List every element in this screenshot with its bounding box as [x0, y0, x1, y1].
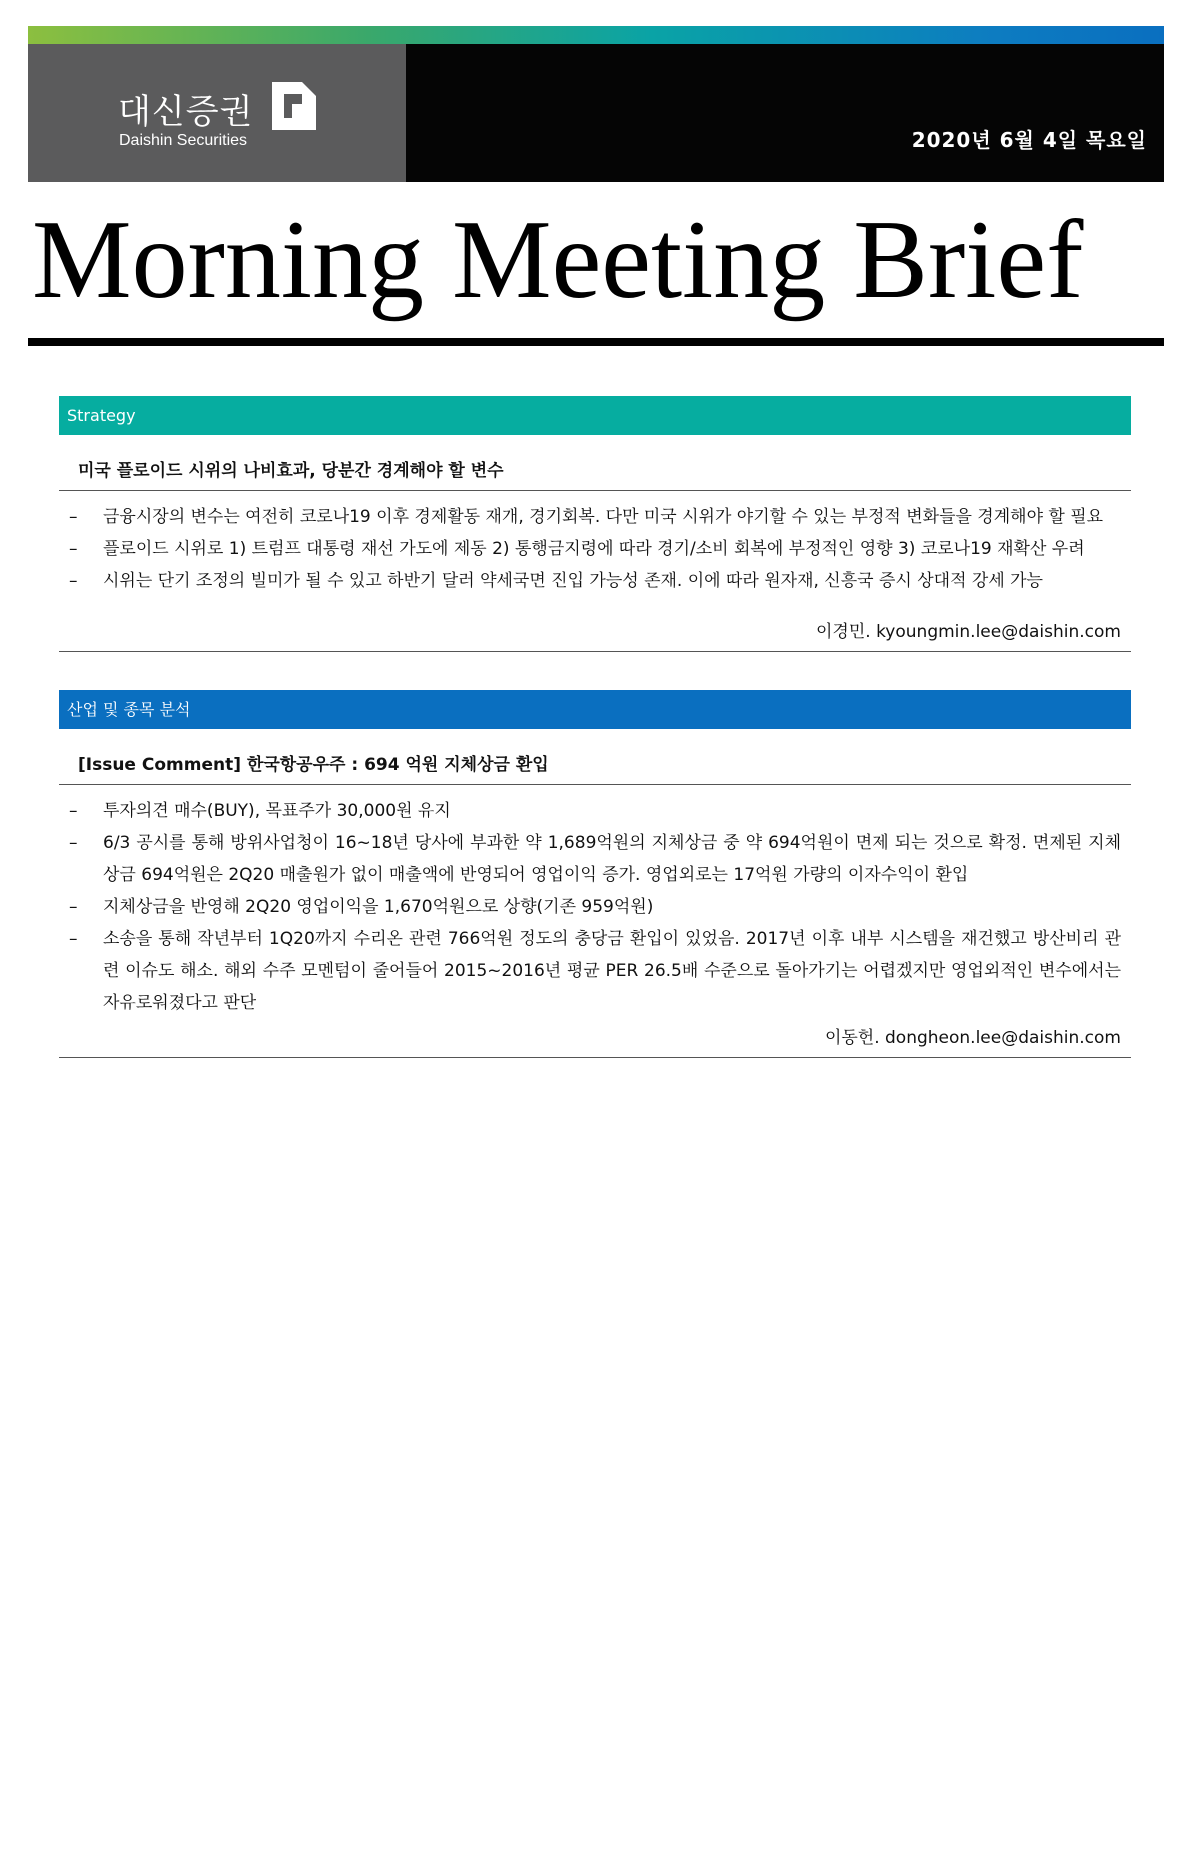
- list-item: – 금융시장의 변수는 여전히 코로나19 이후 경제활동 재개, 경기회복. 다만 미국 시위가 야기할 수 있는 부정적 변화들을 경계해야 할 필요: [69, 507, 1104, 527]
- divider: [59, 490, 1131, 491]
- page-title: Morning Meeting Brief: [32, 198, 1084, 322]
- divider: [59, 784, 1131, 785]
- section-header-strategy: Strategy: [59, 396, 1131, 435]
- header-gradient-bar: [28, 26, 1164, 44]
- list-item: – 6/3 공시를 통해 방위사업청이 16~18년 당사에 부과한 약 1,689억원의 지체상금 중 약 694억원이 면제 되는 것으로 확정. 면제된 지체상금 694억원은 2Q20 매출원가 없이 매출액에 반영되어 영업이익 증가. 영업외로는 17억원 가량의 이자수익이 환입: [69, 833, 1121, 885]
- logo-text-korean: 대신증권: [118, 92, 254, 132]
- list-item: – 투자의견 매수(BUY), 목표주가 30,000원 유지: [69, 801, 451, 821]
- section-header-industry: 산업 및 종목 분석: [59, 690, 1131, 729]
- article-title: [Issue Comment] 한국항공우주 : 694 억원 지체상금 환입: [78, 755, 549, 775]
- report-date: 2020년 6월 4일 목요일: [911, 128, 1147, 152]
- author-contact: 이동헌. dongheon.lee@daishin.com: [824, 1028, 1121, 1048]
- list-item: – 시위는 단기 조정의 빌미가 될 수 있고 하반기 달러 약세국면 진입 가능성 존재. 이에 따라 원자재, 신흥국 증시 상대적 강세 가능: [69, 571, 1043, 591]
- logo: [28, 44, 406, 182]
- strategy-section: [59, 396, 1131, 652]
- list-item: – 플로이드 시위로 1) 트럼프 대통령 재선 가도에 제동 2) 통행금지령에 따라 경기/소비 회복에 부정적인 영향 3) 코로나19 재확산 우려: [69, 539, 1085, 559]
- divider: [59, 1057, 1131, 1058]
- article-title: 미국 플로이드 시위의 나비효과, 당분간 경계해야 할 변수: [78, 461, 504, 481]
- bullet-list: [59, 501, 1131, 597]
- logo-text-english: Daishin Securities: [119, 132, 248, 149]
- title-divider: [28, 338, 1164, 346]
- author-contact: 이경민. kyoungmin.lee@daishin.com: [816, 622, 1121, 642]
- list-item: – 지체상금을 반영해 2Q20 영업이익을 1,670억원으로 상향(기존 959억원): [69, 897, 654, 917]
- industry-analysis-section: [59, 690, 1131, 1058]
- divider: [59, 651, 1131, 652]
- daishin-logo-icon: [266, 78, 322, 134]
- list-item: – 소송을 통해 작년부터 1Q20까지 수리온 관련 766억원 정도의 충당금 환입이 있었음. 2017년 이후 내부 시스템을 재건했고 방산비리 관련 이슈도 해소. 해외 수주 모멘텀이 줄어들어 2015~2016년 평균 PER 26.5배 수준으로 돌아가기는 어렵겠지만 영업외적인 변수에서는 자유로워졌다고 판단: [69, 929, 1121, 1013]
- bullet-list: [59, 795, 1131, 1019]
